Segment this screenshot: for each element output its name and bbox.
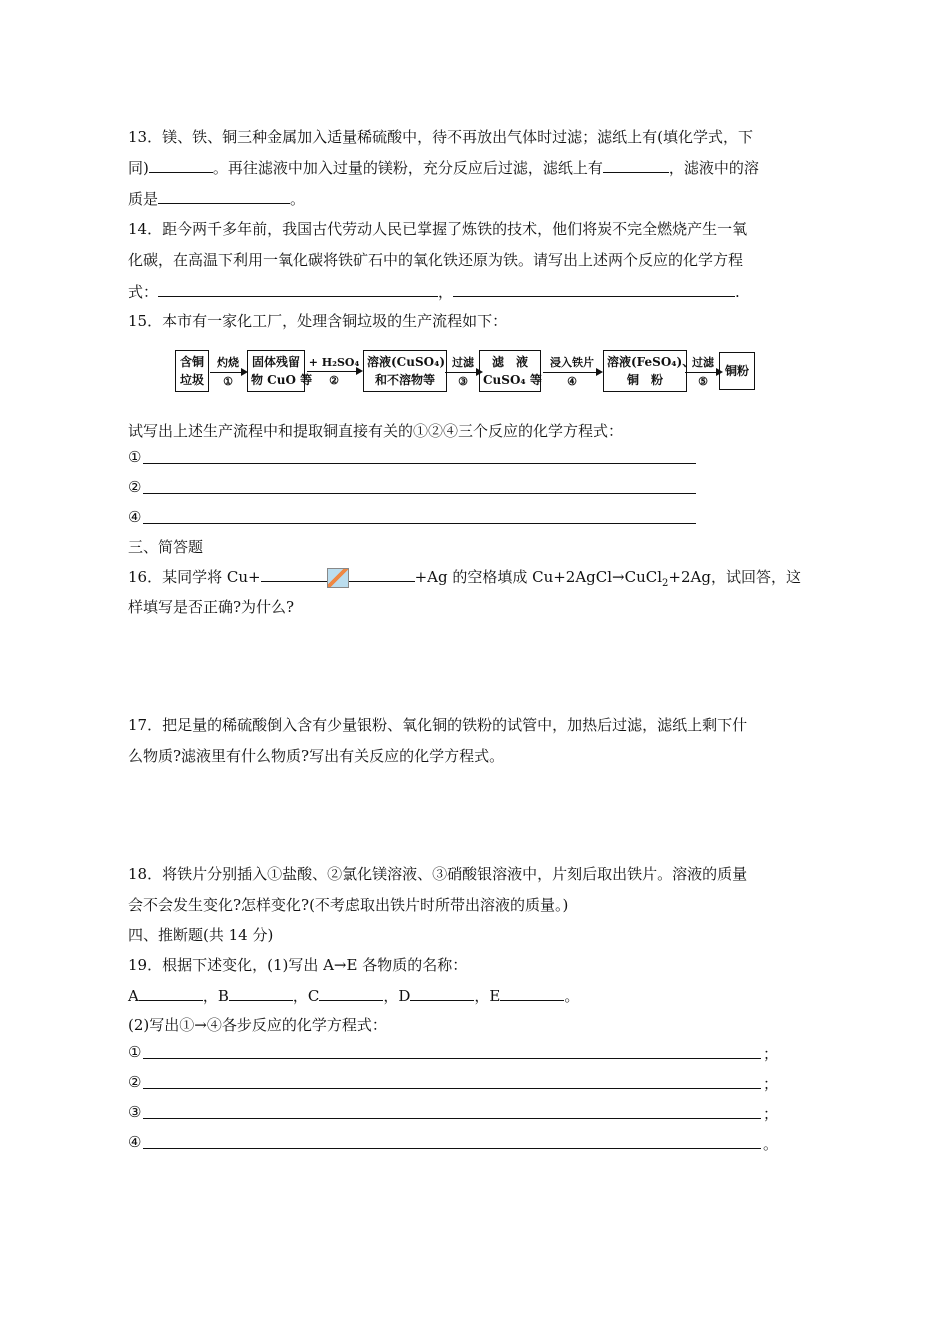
q19-end-2: ； <box>763 1075 779 1093</box>
flow-box-copper: 铜粉 <box>719 352 755 390</box>
q19-label-a: A <box>128 987 139 1005</box>
flow-arrow-1: 灼烧 ① <box>211 354 245 388</box>
q13-blank-1[interactable] <box>149 157 213 173</box>
q16-line1 <box>128 566 801 594</box>
flow-arrow-5: 过滤 ⑤ <box>689 354 717 388</box>
q14-line1: 14．距今两千多年前，我国古代劳动人民已掌握了炼铁的技术，他们将炭不完全燃烧产生一氧 <box>128 220 748 238</box>
q19-end-3: ； <box>763 1105 779 1123</box>
q16-blank-2[interactable] <box>349 566 415 582</box>
broken-image-icon <box>327 568 349 588</box>
q19-label-d: ，D <box>383 987 411 1005</box>
q13-text: 质是 <box>128 190 159 208</box>
q17-line1: 17．把足量的稀硫酸倒入含有少量银粉、氧化铜的铁粉的试管中，加热后过滤，滤纸上剩下什 <box>128 716 748 734</box>
q15-answer-line-3[interactable] <box>143 508 696 524</box>
q19-blank-b[interactable] <box>229 985 293 1001</box>
q18-line2: 会不会发生变化?怎样变化?(不考虑取出铁片时所带出溶液的质量。) <box>128 896 569 914</box>
flow-diagram <box>175 347 755 395</box>
flow-box-cuso4-solution: 溶液(CuSO₄) 和不溶物等 <box>363 350 447 392</box>
q15-instruction: 试写出上述生产流程中和提取铜直接有关的①②④三个反应的化学方程式： <box>128 422 624 440</box>
q19-answer-line-2[interactable] <box>143 1073 761 1089</box>
q19-blank-c[interactable] <box>319 985 383 1001</box>
q16-text: 16．某同学将 Cu+ <box>128 568 261 586</box>
q13-text: 同) <box>128 159 149 177</box>
q15-mark-4: ④ <box>128 508 142 526</box>
q19-mark-4: ④ <box>128 1133 142 1151</box>
q17-line2: 么物质?滤液里有什么物质?写出有关反应的化学方程式。 <box>128 747 505 765</box>
q14-text: . <box>735 283 740 301</box>
flow-box-filtrate: 滤 液 CuSO₄ 等 <box>479 350 541 392</box>
flow-arrow-2: + H₂SO₄ ② <box>308 355 360 387</box>
q16-text: +2Ag，试回答，这 <box>668 568 801 586</box>
q19-names-row <box>128 985 579 1006</box>
q19-end-4: 。 <box>763 1135 779 1153</box>
q13-blank-3[interactable] <box>158 188 290 204</box>
flow-box-garbage: 含铜 垃圾 <box>175 350 209 392</box>
flow-box-cuo: 固体残留 物 CuO 等 <box>247 350 305 392</box>
q19-line1: 19．根据下述变化，(1)写出 A→E 各物质的名称： <box>128 956 468 974</box>
q16-subscript: 2 <box>662 578 669 589</box>
q19-answer-line-3[interactable] <box>143 1103 761 1119</box>
q13-line3 <box>128 188 305 209</box>
q14-blank-2[interactable] <box>453 281 735 297</box>
flow-arrow-3: 过滤 ③ <box>449 354 477 388</box>
q19-label-end: 。 <box>564 987 580 1005</box>
q19-answer-line-4[interactable] <box>143 1133 761 1149</box>
q13-text: 。再往滤液中加入过量的镁粉，充分反应后过滤，滤纸上有 <box>212 159 603 177</box>
q16-text: +Ag 的空格填成 Cu+2AgCl→CuCl <box>414 568 663 586</box>
q15-answer-line-2[interactable] <box>143 478 696 494</box>
flow-arrow-4: 浸入铁片 ④ <box>543 354 601 388</box>
q15-line1: 15．本市有一家化工厂，处理含铜垃圾的生产流程如下： <box>128 312 508 330</box>
section-title-short-answer: 三、简答题 <box>128 538 204 556</box>
q13-text: 。 <box>290 190 306 208</box>
q13-text: ，滤液中的溶 <box>668 159 759 177</box>
q14-line3 <box>128 281 740 302</box>
q19-blank-e[interactable] <box>500 985 564 1001</box>
q19-mark-3: ③ <box>128 1103 142 1121</box>
flow-box-feso4: 溶液(FeSO₄)、 铜 粉 <box>603 350 687 392</box>
q19-end-1: ； <box>763 1045 779 1063</box>
q19-line3: (2)写出①→④各步反应的化学方程式： <box>128 1016 387 1034</box>
q19-blank-d[interactable] <box>410 985 474 1001</box>
q15-mark-1: ① <box>128 448 142 466</box>
q13-line1: 13．镁、铁、铜三种金属加入适量稀硫酸中，待不再放出气体时过滤；滤纸上有(填化学式，下 <box>128 128 753 146</box>
q13-line2 <box>128 157 759 178</box>
q14-text: 式： <box>128 283 159 301</box>
q15-mark-2: ② <box>128 478 142 496</box>
q14-blank-1[interactable] <box>158 281 438 297</box>
q19-blank-a[interactable] <box>139 985 203 1001</box>
q14-line2: 化碳，在高温下利用一氧化碳将铁矿石中的氧化铁还原为铁。请写出上述两个反应的化学方程 <box>128 251 744 269</box>
q19-mark-2: ② <box>128 1073 142 1091</box>
q16-blank-1[interactable] <box>261 566 327 582</box>
q15-answer-line-1[interactable] <box>143 448 696 464</box>
section-title-inference: 四、推断题(共 14 分) <box>128 926 274 944</box>
q19-label-b: ，B <box>202 987 229 1005</box>
q16-line2: 样填写是否正确?为什么? <box>128 598 295 616</box>
q14-text: ， <box>438 283 454 301</box>
q19-label-e: ，E <box>474 987 501 1005</box>
q13-blank-2[interactable] <box>603 157 669 173</box>
q19-answer-line-1[interactable] <box>143 1043 761 1059</box>
q19-mark-1: ① <box>128 1043 142 1061</box>
q18-line1: 18．将铁片分别插入①盐酸、②氯化镁溶液、③硝酸银溶液中，片刻后取出铁片。溶液的质量 <box>128 865 748 883</box>
q19-label-c: ，C <box>292 987 320 1005</box>
